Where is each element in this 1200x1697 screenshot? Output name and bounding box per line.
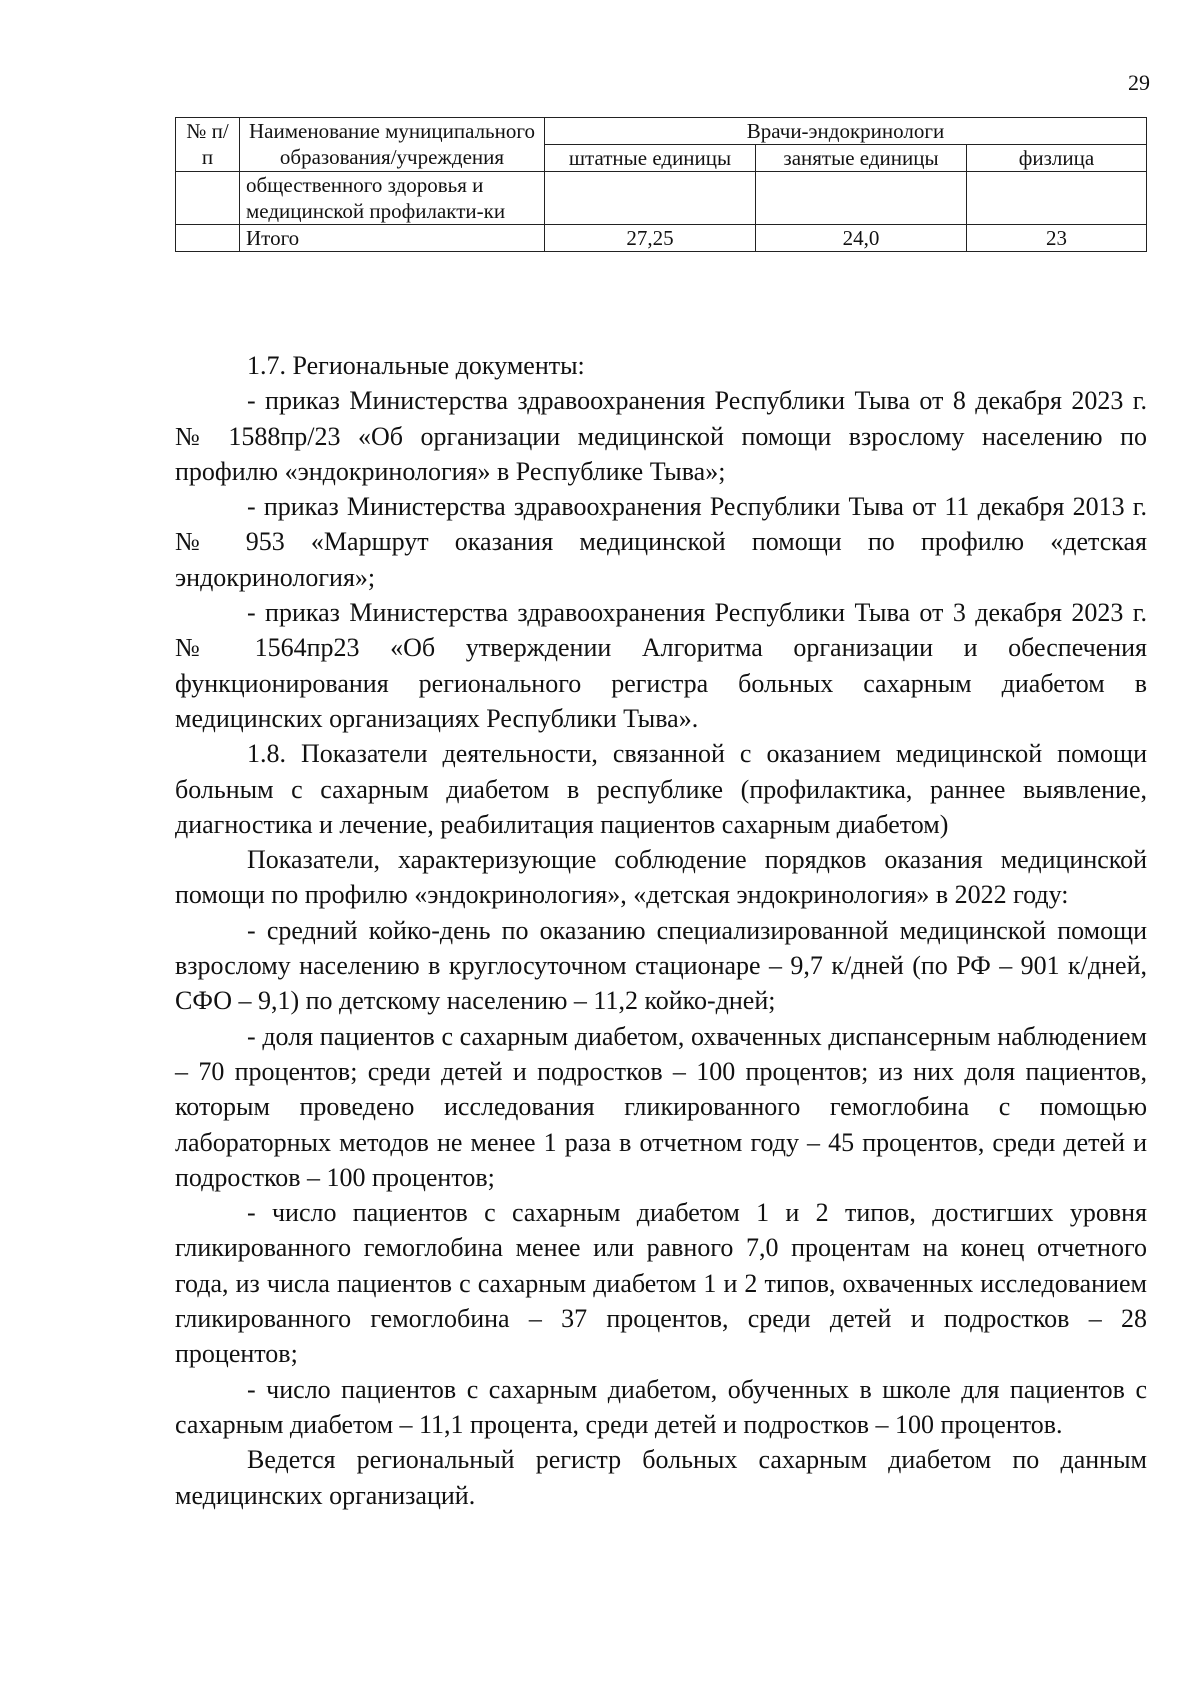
paragraph-school: - число пациентов с сахарным диабетом, обученных в школе для пациентов с сахарным диабетом – 11,1 процента, среди детей и подростков – 100 процентов. [175,1374,1147,1439]
row-name: общественного здоровья и медицинской профилакти-ки [240,172,545,225]
total-persons: 23 [967,225,1147,252]
row-persons [967,172,1147,225]
paragraph-bed-day: - средний койко-день по оказанию специализированной медицинской помощи взрослому населению в круглосуточном стационаре – 9,7 к/дней (по РФ – 901 к/дней, СФО – 9,1) по детскому населению – 11,2 койко-дней; [175,915,1147,1016]
row-num [176,172,240,225]
paragraph-order-953: - приказ Министерства здравоохранения Республики Тыва от 11 декабря 2013 г. № 953 «Маршрут оказания медицинской помощи по профилю «детская эндокринология»; [175,492,1147,592]
header-num: № п/п [176,118,240,172]
paragraph-indicators-intro: Показатели, характеризующие соблюдение порядков оказания медицинской помощи по профилю «эндокринология», «детская эндокринология» в 2022 году: [175,845,1147,910]
paragraph-hba1c: - число пациентов с сахарным диабетом 1 и 2 типов, достигших уровня гликированного гемоглобина менее или равного 7,0 процентам на конец отчетного года, из числа пациентов с сахарным диабетом 1 и 2 типов, охваченных исследованием гликированного гемоглобина – 37 процентов, среди детей и подростков – 28 процентов; [175,1198,1147,1369]
total-num [176,225,240,252]
table-header-row [176,118,1147,145]
row-occupied [756,172,967,225]
header-persons: физлица [967,145,1147,172]
total-label: Итого [240,225,545,252]
row-staff [545,172,756,225]
total-staff: 27,25 [545,225,756,252]
paragraph-order-1588: - приказ Министерства здравоохранения Республики Тыва от 8 декабря 2023 г. № 1588пр/23 «Об организации медицинской помощи взрослому населению по профилю «эндокринология» в Республике Тыва»; [175,386,1147,486]
paragraph-dispensary: - доля пациентов с сахарным диабетом, охваченных диспансерным наблюдением – 70 процентов; среди детей и подростков – 100 процентов; из них доля пациентов, которым проведено исследования гликированного гемоглобина с помощью лабораторных методов не менее 1 раза в отчетном году – 45 процентов, среди детей и подростков – 100 процентов; [175,1021,1147,1192]
table-row [176,172,1147,225]
staff-table [175,117,1147,252]
header-occupied-units: занятые единицы [756,145,967,172]
paragraph-order-1564: - приказ Министерства здравоохранения Республики Тыва от 3 декабря 2023 г. № 1564пр23 «Об утверждении Алгоритма организации и обеспечения функционирования регионального регистра больных сахарным диабетом в медицинских организациях Республики Тыва». [175,598,1147,733]
header-staff-units: штатные единицы [545,145,756,172]
header-name: Наименование муниципального образования/учреждения [240,118,545,172]
page-number: 29 [1128,70,1150,95]
section-heading-1-8: 1.8. Показатели деятельности, связанной с оказанием медицинской помощи больным с сахарным диабетом в республике (профилактика, раннее выявление, диагностика и лечение, реабилитация пациентов сахарным диабетом) [175,739,1147,839]
section-heading-1-7: 1.7. Региональные документы: [247,351,585,380]
table-total-row [176,225,1147,252]
total-occupied: 24,0 [756,225,967,252]
paragraph-register: Ведется региональный регистр больных сахарным диабетом по данным медицинских организаций. [175,1445,1147,1510]
header-group-endocrinologists: Врачи-эндокринологи [545,118,1147,145]
body-text [175,348,1147,1513]
